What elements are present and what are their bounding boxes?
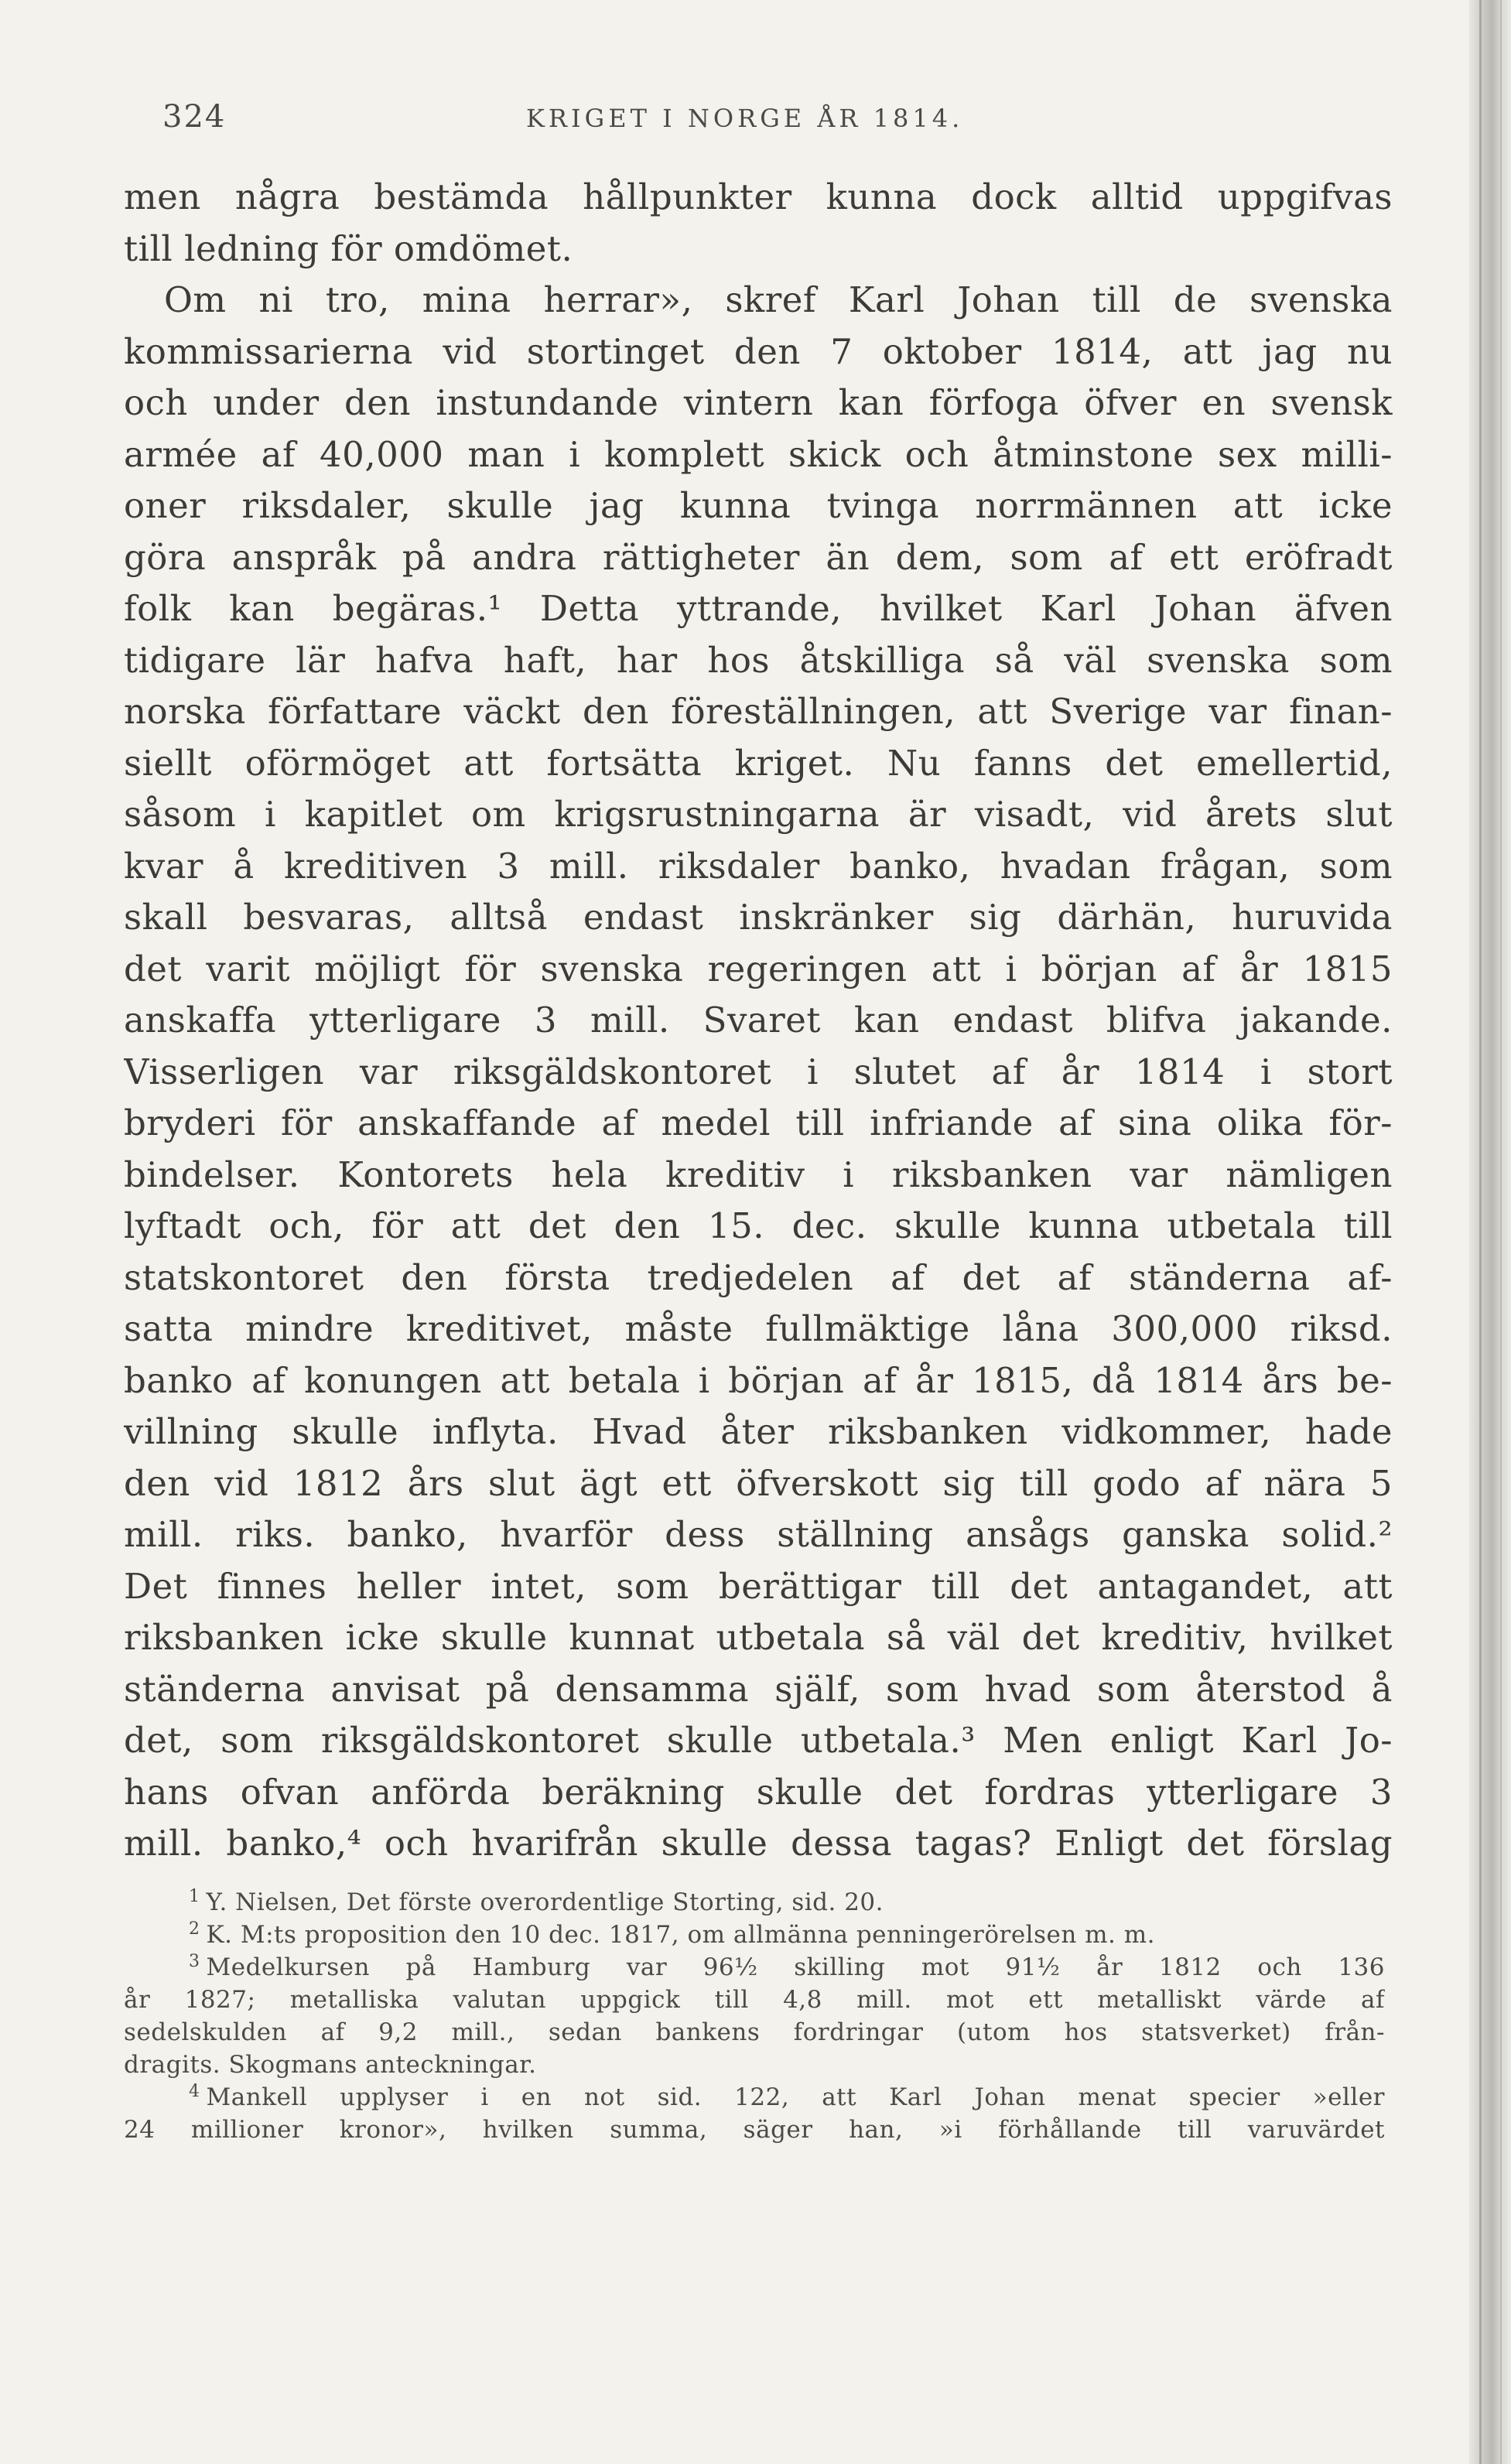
footnote-3-cont: sedelskulden af 9,2 mill., sedan bankens fordringar (utom hos statsverket) från-	[124, 2018, 1385, 2046]
body-line: mill. riks. banko, hvarför dess ställning ansågs ganska solid.²	[124, 1514, 1393, 1555]
body-line: ständerna anvisat på densamma själf, som hvad som återstod å	[124, 1668, 1393, 1710]
footnote-2	[124, 1919, 1385, 1951]
footnote-4-cont: 24 millioner kronor», hvilken summa, säger han, »i förhållande till varuvärdet	[124, 2116, 1385, 2144]
body-line: hans ofvan anförda beräkning skulle det fordras ytterligare 3	[124, 1771, 1393, 1813]
page-number: 324	[162, 99, 227, 135]
body-line: skall besvaras, alltså endast inskränker sig därhän, huruvida	[124, 897, 1393, 938]
body-line: Om ni tro, mina herrar», skref Karl Johan till de svenska	[164, 279, 1393, 320]
body-line: kommissarierna vid stortinget den 7 oktober 1814, att jag nu	[124, 330, 1393, 372]
footnote-text: K. M:ts proposition den 10 dec. 1817, om allmänna penningerörelsen m. m.	[206, 1921, 1156, 1949]
footnote-mark: 1	[189, 1886, 200, 1906]
body-line: oner riksdaler, skulle jag kunna tvinga norrmännen att icke	[124, 485, 1393, 526]
body-line: norska författare väckt den föreställningen, att Sverige var finan-	[124, 691, 1393, 732]
footnotes	[124, 1886, 1385, 2146]
body-line: statskontoret den första tredjedelen af det af ständerna af-	[124, 1256, 1393, 1298]
body-line: bryderi för anskaffande af medel till infriande af sina olika för-	[124, 1102, 1393, 1143]
page-edge-shadow-outer	[1500, 0, 1502, 2464]
body-line: och under den instundande vintern kan förfoga öfver en svensk	[124, 382, 1393, 423]
footnote-text: Medelkursen på Hamburg var 96½ skilling mot 91½ år 1812 och 136	[206, 1953, 1385, 1981]
body-line: till ledning för omdömet.	[124, 227, 573, 269]
footnote-mark: 2	[189, 1919, 200, 1939]
body-line: göra anspråk på andra rättigheter än dem, som af ett eröfradt	[124, 536, 1393, 578]
body-line: banko af konungen att betala i början af år 1815, då 1814 års be-	[124, 1359, 1393, 1401]
body-line: lyftadt och, för att det den 15. dec. skulle kunna utbetala till	[124, 1205, 1393, 1246]
footnote-4	[124, 2081, 1385, 2114]
body-line: riksbanken icke skulle kunnat utbetala så väl det kreditiv, hvilket	[124, 1617, 1393, 1658]
body-line: folk kan begäras.¹ Detta yttrande, hvilket Karl Johan äfven	[124, 588, 1393, 629]
body-line: men några bestämda hållpunkter kunna dock alltid uppgifvas	[124, 176, 1393, 217]
body-line: kvar å kreditiven 3 mill. riksdaler banko, hvadan frågan, som	[124, 845, 1393, 887]
body-line: Visserligen var riksgäldskontoret i slutet af år 1814 i stort	[124, 1051, 1393, 1092]
footnote-1	[124, 1886, 1385, 1919]
running-title: KRIGET I NORGE ÅR 1814.	[526, 104, 964, 133]
footnote-mark: 4	[189, 2081, 200, 2101]
body-line: anskaffa ytterligare 3 mill. Svaret kan endast blifva jakande.	[124, 1000, 1393, 1041]
footnote-text: Mankell upplyser i en not sid. 122, att Karl Johan menat specier »eller	[206, 2083, 1385, 2111]
body-line: mill. banko,⁴ och hvarifrån skulle dessa tagas? Enligt det förslag	[124, 1823, 1393, 1864]
body-line: Det finnes heller intet, som berättigar till det antagandet, att	[124, 1565, 1393, 1607]
page-edge	[1469, 0, 1511, 2464]
body-line: såsom i kapitlet om krigsrustningarna är visadt, vid årets slut	[124, 794, 1393, 835]
body-line: armée af 40,000 man i komplett skick och åtminstone sex milli-	[124, 433, 1393, 475]
footnote-3	[124, 1951, 1385, 1984]
footnote-3-cont: dragits. Skogmans anteckningar.	[124, 2051, 537, 2079]
body-line: villning skulle inflyta. Hvad åter riksbanken vidkommer, hade	[124, 1411, 1393, 1452]
body-text	[124, 172, 1393, 1870]
body-line: bindelser. Kontorets hela kreditiv i riksbanken var nämligen	[124, 1153, 1393, 1195]
footnote-text: Y. Nielsen, Det förste overordentlige Storting, sid. 20.	[206, 1888, 884, 1916]
footnote-mark: 3	[189, 1951, 200, 1971]
page-edge-shadow	[1479, 0, 1482, 2464]
body-line: satta mindre kreditivet, måste fullmäktige låna 300,000 riksd.	[124, 1308, 1393, 1349]
body-line: det, som riksgäldskontoret skulle utbetala.³ Men enligt Karl Jo-	[124, 1720, 1393, 1761]
body-line: siellt oförmöget att fortsätta kriget. Nu fanns det emellertid,	[124, 742, 1393, 784]
page-header	[124, 99, 1393, 145]
body-line: den vid 1812 års slut ägt ett öfverskott sig till godo af nära 5	[124, 1462, 1393, 1504]
body-line: det varit möjligt för svenska regeringen att i början af år 1815	[124, 948, 1393, 989]
body-line: tidigare lär hafva haft, har hos åtskilliga så väl svenska som	[124, 639, 1393, 681]
footnote-3-cont: år 1827; metalliska valutan uppgick till 4,8 mill. mot ett metalliskt värde af	[124, 1986, 1385, 2014]
